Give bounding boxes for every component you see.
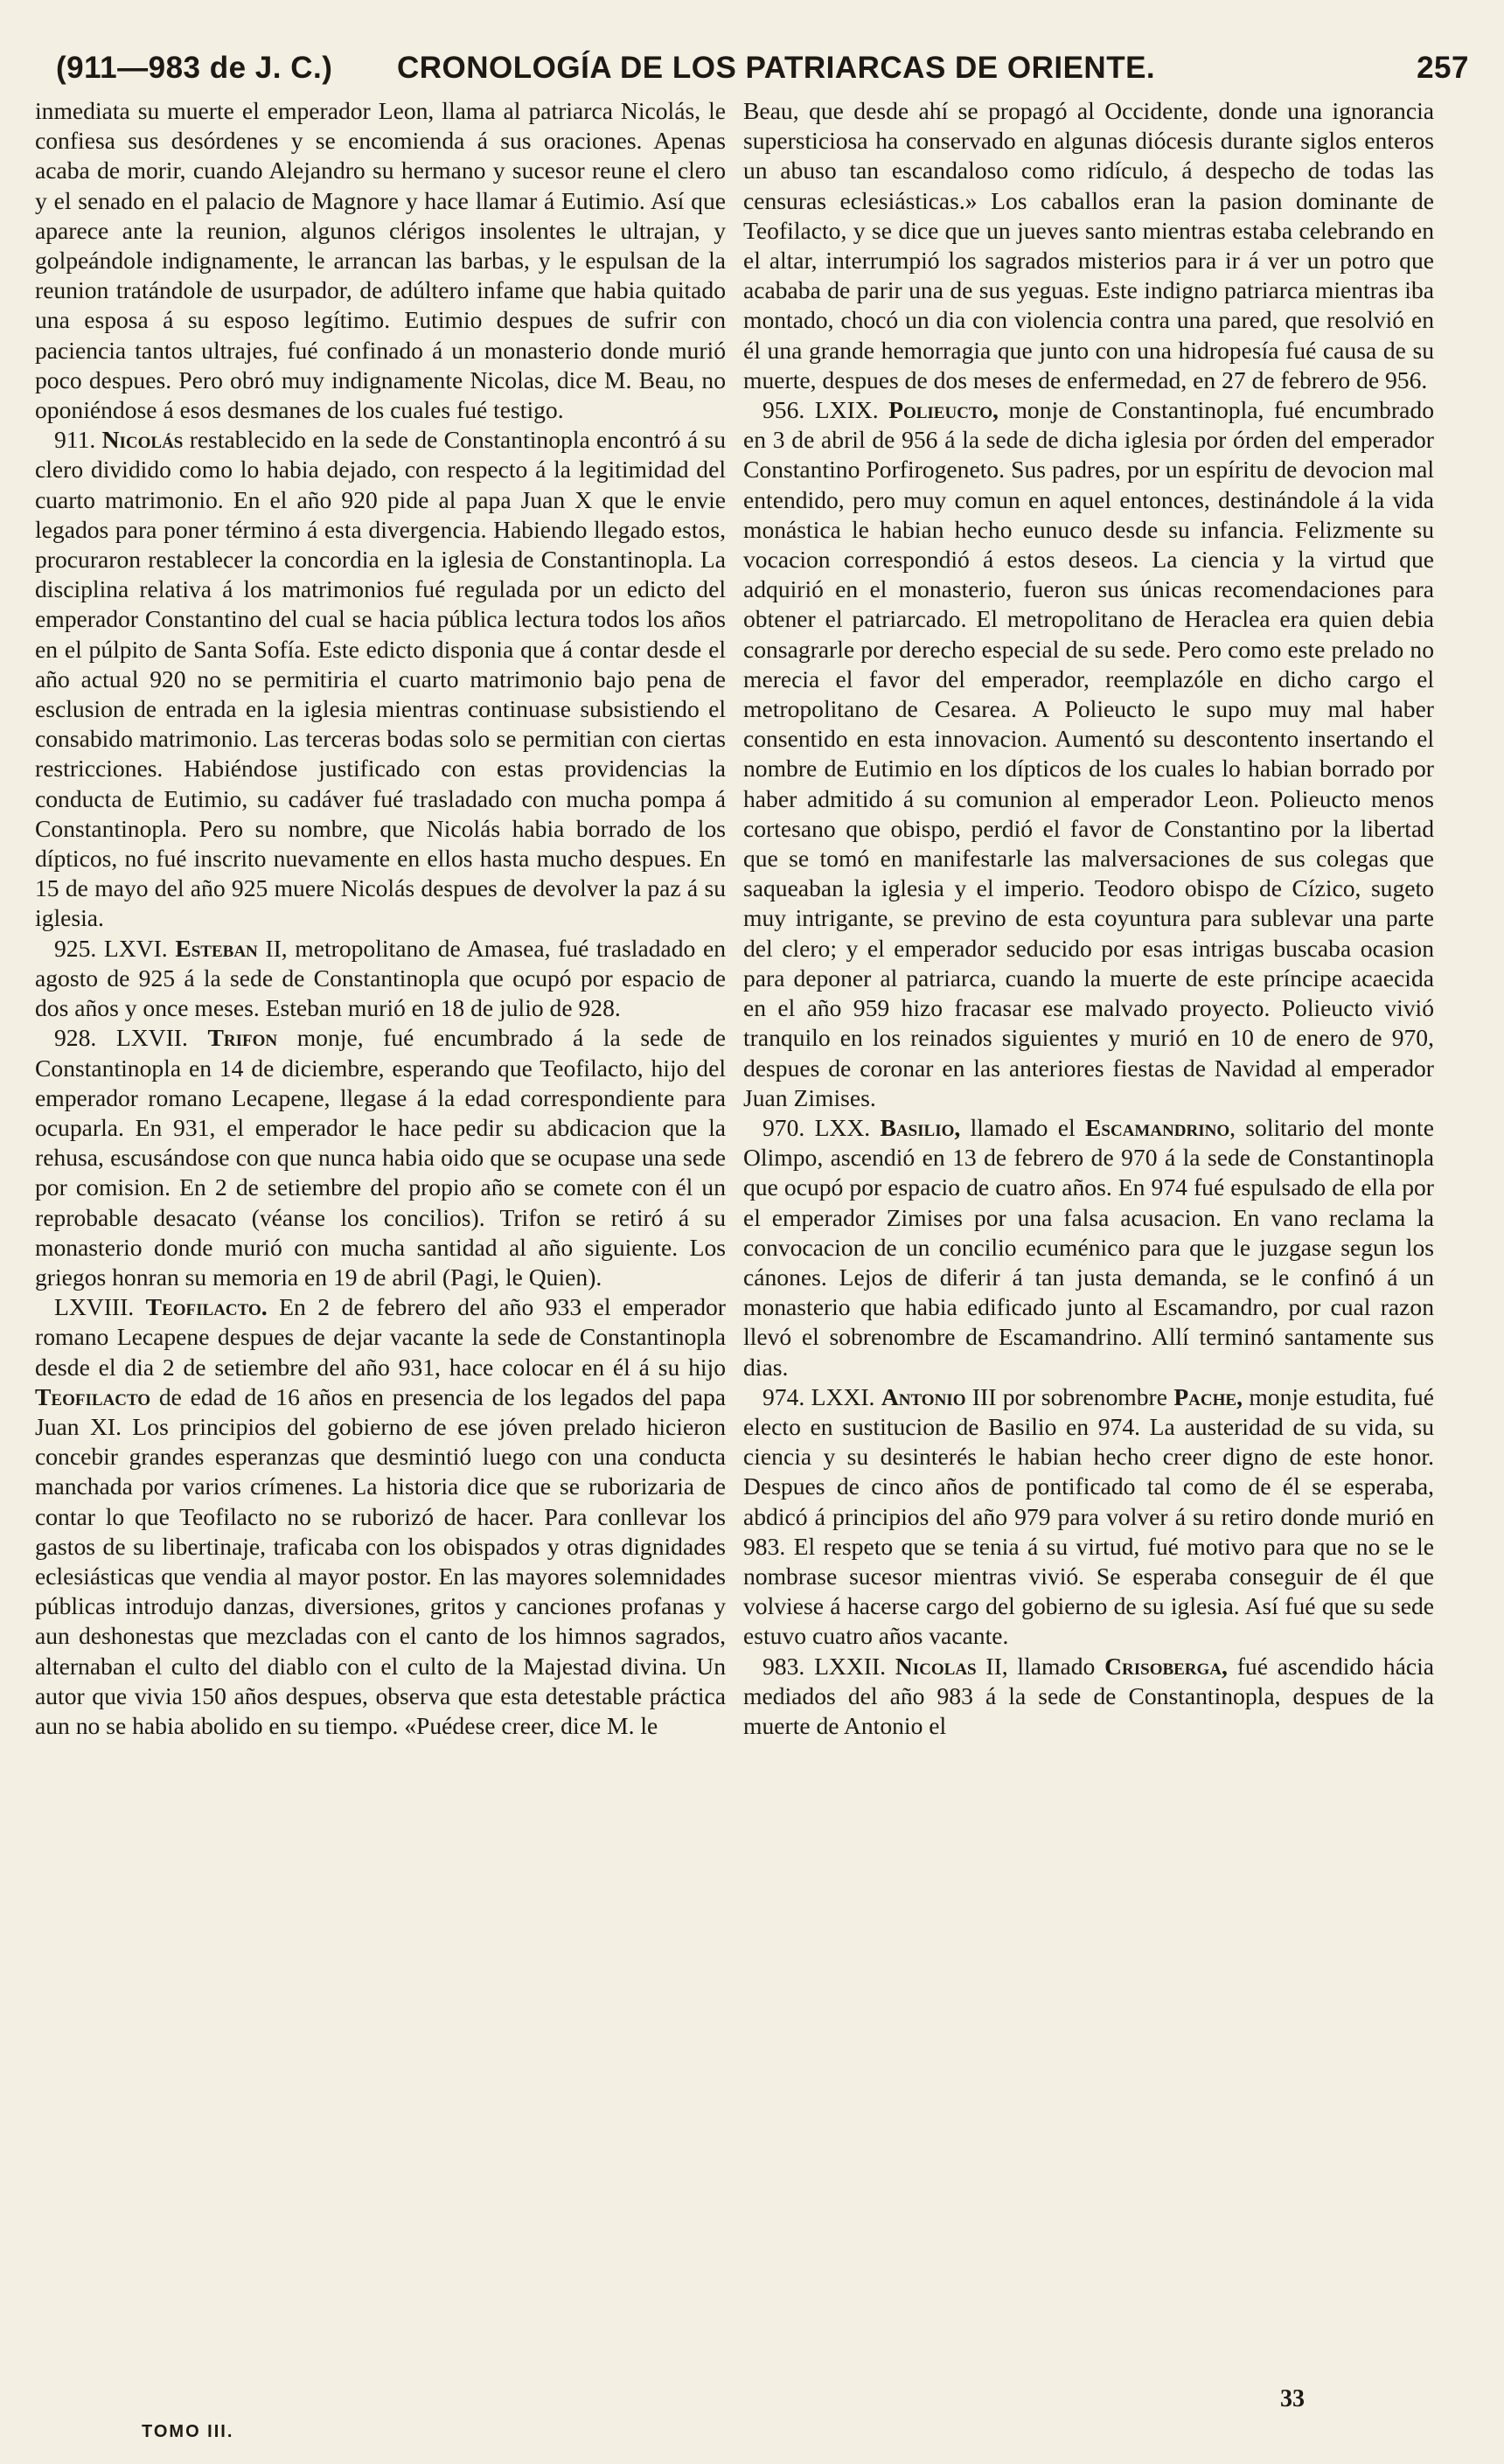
paragraph-text: Beau, que desde ahí se propagó al Occidente, donde una ignorancia supersticiosa ha conservado en algunas diócesis durante siglos enteros un abuso tan escandaloso como ridículo, á despecho de todas las censuras eclesiásticas.» Los caballos eran la pasion dominante de Teofilacto, y se dice que un jueves santo mientras estaba celebrando en el altar, interrumpió los sagrados misterios para ir á ver un potro que acababa de parir una de sus yeguas. Este indigno patriarca mientras iba montado, chocó un dia con violencia contra una pared, que resolvió en él una grande hemorragia que junto con una hidropesía fué causa de su muerte, despues de dos meses de enfermedad, en 27 de febrero de 956. — [743, 97, 1434, 393]
signature-mark: 33 — [1280, 2385, 1305, 2412]
patriarch-epithet: Crisoberga, — [1104, 1652, 1228, 1680]
header-title: CRONOLOGÍA DE LOS PATRIARCAS DE ORIENTE. — [397, 51, 1156, 85]
paragraph — [35, 96, 726, 425]
patriarch-name: Teofilacto — [35, 1382, 151, 1410]
paragraph — [743, 96, 1434, 395]
volume-label: TOMO III. — [142, 2422, 234, 2441]
entry-year: 970. — [762, 1113, 805, 1141]
paragraph-text: II, metropolitano de Amasea, fué trasladado en agosto de 925 á la sede de Constantinopla que ocupó por espacio de dos años y once meses. Esteban murió en 18 de julio de 928. — [35, 934, 726, 1022]
entry-year: 911. — [54, 426, 96, 454]
patriarch-name: Polieucto, — [888, 396, 999, 424]
patriarch-epithet: Pache, — [1173, 1382, 1243, 1410]
entry-ordinal: LXIX. — [814, 396, 879, 424]
entry-year: 956. — [762, 396, 805, 424]
page-header — [56, 51, 1469, 103]
patriarch-name: Basilio, — [880, 1113, 961, 1141]
entry-year: 928. — [54, 1024, 97, 1052]
left-column — [35, 96, 726, 1741]
paragraph — [35, 1023, 726, 1292]
header-date-range: (911—983 de J. C.) — [56, 51, 333, 85]
patriarch-name: Nicolás — [101, 426, 184, 454]
paragraph — [743, 1113, 1434, 1382]
paragraph-text: monje, fué encumbrado á la sede de Constantinopla en 14 de diciembre, esperando que Teofilacto, hijo del emperador romano Lecapene, llegase á la edad correspondiente para ocuparla. En 931, el emperador le hace pedir su abdicacion que la rehusa, escusándose con que nunca habia oido que se ocupase una sede por comision. En 2 de setiembre del propio año se comete con él un reprobable desacato (véanse los concilios). Trifon se retiró á su monasterio donde murió con mucha santidad al año siguiente. Los griegos honran su memoria en 19 de abril (Pagi, le Quien). — [35, 1024, 726, 1291]
paragraph-text: En 2 de febrero del año 933 el emperador romano Lecapene despues de dejar vacante la sede de Constantinopla desde el dia 2 de setiembre del año 931, hace colocar en él á su hijo — [35, 1293, 726, 1381]
patriarch-name: Trifon — [207, 1024, 278, 1052]
patriarch-name: Teofilacto. — [145, 1293, 268, 1321]
entry-ordinal: LXX. — [814, 1113, 871, 1141]
patriarch-name: Nicolas — [895, 1652, 977, 1680]
paragraph-text: de edad de 16 años en presencia de los legados del papa Juan XI. Los principios del gobierno de ese jóven prelado hicieron concebir grandes esperanzas que desmintió luego con una conducta manchada por varios crímenes. La historia dice que se ruborizaria de contar lo que Teofilacto no se ruborizó de hacer. Para conllevar los gastos de su libertinaje, traficaba con los obispados y otras dignidades eclesiásticas que vendia al mayor postor. En las mayores solemnidades públicas introdujo danzas, diversiones, gritos y canciones profanas y aun deshonestas que mezcladas con el canto de los himnos sagrados, alternaban el culto del diablo con el culto de la Majestad divina. Un autor que vivia 150 años despues, observa que esta detestable práctica aun no se habia abolido en su tiempo. «Puédese creer, dice M. le — [35, 1382, 726, 1739]
paragraph — [743, 1382, 1434, 1652]
right-column — [743, 96, 1434, 1741]
entry-year: 974. — [762, 1382, 805, 1410]
page-number: 257 — [1417, 51, 1469, 85]
entry-ordinal: LXXI. — [811, 1382, 875, 1410]
paragraph-text: , solitario del monte Olimpo, ascendió en 13 de febrero de 970 á la sede de Constantinopla que ocupó por espacio de cuatro años. En 974 fué espulsado de ella por el emperador Zimises por una falsa acusacion. En vano reclama la convocacion de un concilio ecuménico para que le juzgase segun los cánones. Lejos de diferir á tan justa demanda, se le confinó á un monasterio que habia edificado junto al Escamandro, por cual razon llevó el sobrenombre de Escamandrino. Allí terminó santamente sus dias. — [743, 1113, 1434, 1381]
paragraph-text: III por sobrenombre — [971, 1382, 1167, 1410]
patriarch-epithet: Escamandrino — [1084, 1113, 1230, 1141]
paragraph-text: restablecido en la sede de Constantinopla encontró á su clero dividido como lo habia dejado, con respecto á la legitimidad del cuarto matrimonio. En el año 920 pide al papa Juan X que le envie legados para poner término á esta divergencia. Habiendo llegado estos, procuraron restablecer la concordia en la iglesia de Constantinopla. La disciplina relativa á los matrimonios fué regulada por un edicto del emperador Constantino del cual se hacia pública lectura todos los años en el púlpito de Santa Sofía. Este edicto disponia que á contar desde el año actual 920 no se permitiria el cuarto matrimonio bajo pena de esclusion de entrada en la iglesia mientras continuase subsistiendo el consabido matrimonio. Las terceras bodas solo se permitian con ciertas restricciones. Habiéndose justificado con estas providencias la conducta de Eutimio, su cadáver fué trasladado con mucha pompa á Constantinopla. Pero su nombre, que Nicolás habia borrado de los dípticos, no fué inscrito nuevamente en ellos hasta mucho despues. En 15 de mayo del año 925 muere Nicolás despues de devolver la paz á su iglesia. — [35, 426, 727, 932]
paragraph — [743, 395, 1434, 1113]
entry-year: 925. — [54, 934, 97, 962]
patriarch-name: Esteban — [175, 934, 258, 962]
paragraph — [743, 1652, 1434, 1742]
entry-ordinal: LXVIII. — [54, 1293, 135, 1321]
paragraph — [35, 425, 726, 933]
paragraph-text: inmediata su muerte el emperador Leon, llama al patriarca Nicolás, le confiesa sus desórdenes y se encomienda á sus oraciones. Apenas acaba de morir, cuando Alejandro su hermano y sucesor reune el clero y el senado en el palacio de Magnore y hace llamar á Eutimio. Así que aparece ante la reunion, algunos clérigos insolentes le ultrajan, y golpeándole indignamente, le arrancan las barbas, y le espulsan de la reunion tratándole de usurpador, de adúltero infame que habia quitado una esposa á su esposo legítimo. Eutimio despues de sufrir con paciencia tantos ultrajes, fué confinado á un monasterio donde murió poco despues. Pero obró muy indignamente Nicolas, dice M. Beau, no oponiéndose á esos desmanes de los cuales fué testigo. — [35, 97, 726, 424]
entry-ordinal: LXXII. — [814, 1652, 887, 1680]
paragraph-text: monje estudita, fué electo en sustitucion de Basilio en 974. La austeridad de su vida, su ciencia y su desinterés le habian hecho creer digno de este honor. Despues de cinco años de pontificado tal como de él se esperaba, abdicó á principios del año 979 para volver á su retiro donde murió en 983. El respeto que se tenia á su virtud, fué motivo para que no se le nombrase sucesor mientras vivió. Se esperaba conseguir de él que volviese á hacerse cargo del gobierno de su iglesia. Así fué que su sede estuvo cuatro años vacante. — [743, 1382, 1434, 1650]
paragraph-text: II, llamado — [985, 1652, 1096, 1680]
entry-ordinal: LXVII. — [115, 1024, 188, 1052]
patriarch-name: Antonio — [881, 1382, 966, 1410]
entry-year: 983. — [762, 1652, 805, 1680]
paragraph-text: monje de Constantinopla, fué encumbrado en 3 de abril de 956 á la sede de dicha iglesia por órden del emperador Constantino Porfirogeneto. Sus padres, por un espíritu de devocion mal entendido, pero muy comun en aquel entonces, destinándole á la vida monástica le habian hecho eunuco desde su infancia. Felizmente su vocacion correspondió á estos deseos. La ciencia y la virtud que adquirió en el monasterio, fueron sus únicas recomendaciones para obtener el patriarcado. El metropolitano de Heraclea era quien debia consagrarle por derecho especial de su sede. Pero como este prelado no merecia el favor del emperador, reemplazóle en dicho cargo el metropolitano de Cesarea. A Polieucto le supo muy mal haber consentido en esta innovacion. Aumentó su descontento insertando el nombre de Eutimio en los dípticos de los cuales lo habian borrado por haber admitido á su comunion al emperador Leon. Polieucto menos cortesano que obispo, perdió el favor de Constantino por la libertad que se tomó en manifestarle las malversaciones de sus colegas que saqueaban la iglesia y el imperio. Teodoro obispo de Cízico, sugeto muy intrigante, se previno de esta coyuntura para sublevar una parte del clero; y el emperador seducido por esas intrigas buscaba ocasion para deponer al patriarca, cuando la muerte de este príncipe acaecida en el año 959 hizo fracasar ese malvado proyecto. Polieucto vivió tranquilo en los reinados siguientes y murió en 10 de enero de 970, despues de coronar en las anteriores fiestas de Navidad al emperador Juan Zimises. — [743, 396, 1434, 1111]
entry-ordinal: LXVI. — [103, 934, 168, 962]
paragraph — [35, 1292, 726, 1741]
paragraph-text: fué ascendido hácia mediados del año 983 á la sede de Constantinopla, despues de la muerte de Antonio el — [743, 1652, 1434, 1739]
paragraph — [35, 934, 726, 1024]
paragraph-text: llamado el — [970, 1113, 1076, 1141]
